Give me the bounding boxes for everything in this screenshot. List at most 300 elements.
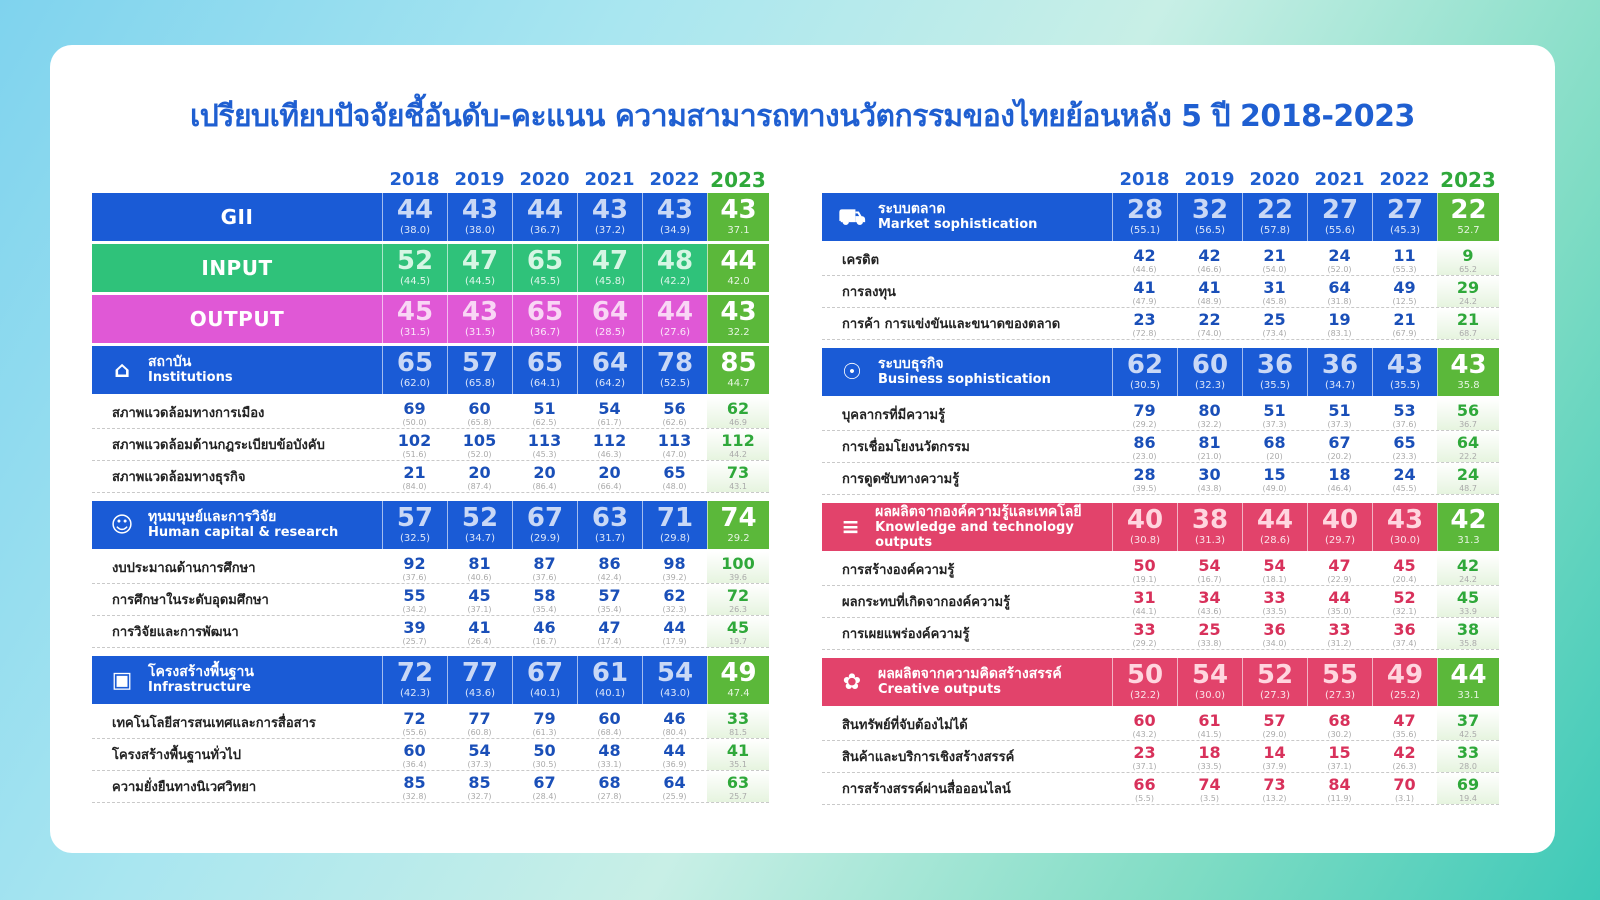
rank-value: 60	[1191, 350, 1229, 380]
value-cell	[1372, 276, 1437, 307]
value-cell	[577, 739, 642, 770]
score-value: (57.8)	[1259, 225, 1291, 236]
score-value: 22.2	[1459, 452, 1477, 461]
rank-value: 43	[1386, 350, 1424, 380]
rank-value: 57	[1263, 711, 1286, 730]
category-name-thai: ระบบธุรกิจ	[878, 356, 944, 372]
score-value: (33.5)	[1197, 762, 1222, 771]
rank-value: 98	[663, 554, 686, 573]
score-value: (29.7)	[1324, 535, 1356, 546]
rank-value: 79	[533, 709, 556, 728]
rank-value: 27	[1321, 195, 1359, 225]
rank-value: 73	[726, 463, 750, 482]
value-cell	[1177, 348, 1242, 396]
score-value: (30.2)	[1327, 730, 1352, 739]
score-value: (52.0)	[1327, 265, 1352, 274]
rank-value: 62	[726, 399, 750, 418]
rank-value: 64	[591, 348, 629, 378]
value-cell	[642, 461, 707, 492]
rank-value: 22	[1450, 195, 1487, 225]
rank-value: 65	[1393, 433, 1416, 452]
score-value: (16.7)	[532, 637, 557, 646]
score-value: (16.7)	[1197, 575, 1222, 584]
value-cell	[1177, 399, 1242, 430]
rank-value: 62	[1126, 350, 1164, 380]
score-value: 31.3	[1457, 535, 1480, 546]
category-name-english: Market sophistication	[878, 217, 1038, 232]
rank-value: 44	[720, 246, 757, 276]
value-cell	[1307, 554, 1372, 585]
score-value: 42.5	[1459, 730, 1477, 739]
score-value: (29.2)	[1132, 420, 1157, 429]
value-cell-current	[707, 346, 769, 394]
rank-value: 49	[720, 658, 757, 688]
value-cell	[1307, 618, 1372, 649]
rank-value: 67	[1328, 433, 1351, 452]
value-cell	[1177, 503, 1242, 551]
rank-value: 49	[1386, 660, 1424, 690]
score-value: (52.5)	[659, 378, 691, 389]
row-label: การดูดซับทางความรู้	[842, 472, 960, 487]
value-cell	[382, 461, 447, 492]
score-value: (36.4)	[402, 760, 427, 769]
score-value: (29.0)	[1262, 730, 1287, 739]
category-names	[148, 665, 254, 695]
value-cell	[1242, 741, 1307, 772]
score-value: 26.3	[729, 605, 747, 614]
score-value: (55.1)	[1129, 225, 1161, 236]
rank-value: 42	[1393, 743, 1416, 762]
score-value: (27.8)	[597, 792, 622, 801]
value-cell	[1307, 431, 1372, 462]
score-value: (31.2)	[1327, 639, 1352, 648]
rank-value: 77	[461, 658, 499, 688]
value-cell	[447, 656, 512, 704]
score-value: (28.5)	[594, 327, 626, 338]
value-cell	[642, 429, 707, 460]
rank-value: 57	[396, 503, 434, 533]
rank-value: 70	[1393, 775, 1416, 794]
rank-value: 45	[396, 297, 434, 327]
table-row	[92, 616, 769, 648]
value-cell	[1307, 773, 1372, 804]
score-value: (66.4)	[597, 482, 622, 491]
rank-value: 24	[1328, 246, 1351, 265]
value-cell-current	[1437, 618, 1499, 649]
rank-value: 33	[1456, 743, 1480, 762]
value-cell	[447, 397, 512, 428]
value-cell	[577, 552, 642, 583]
score-value: (73.4)	[1262, 329, 1287, 338]
value-cell	[1242, 431, 1307, 462]
rank-value: 92	[403, 554, 426, 573]
value-cell	[642, 244, 707, 292]
rank-value: 64	[1456, 433, 1480, 452]
rank-value: 77	[468, 709, 491, 728]
score-value: 43.1	[729, 482, 747, 491]
rank-value: 15	[1328, 743, 1351, 762]
score-value: (32.3)	[1194, 380, 1226, 391]
category-name-thai: โครงสร้างพื้นฐาน	[148, 664, 254, 680]
value-cell	[1372, 554, 1437, 585]
business-row-label	[822, 348, 1112, 396]
rank-value: 50	[533, 741, 556, 760]
cart-icon: ⛟	[838, 204, 866, 230]
main-card	[50, 45, 1555, 853]
score-value: (36.7)	[529, 327, 561, 338]
row-label: การลงทุน	[842, 285, 896, 300]
rank-value: 42	[1456, 556, 1480, 575]
train-icon: ▣	[111, 667, 133, 693]
rank-value: 21	[1393, 310, 1416, 329]
value-cell	[1307, 399, 1372, 430]
rank-value: 32	[1191, 195, 1229, 225]
score-value: (32.7)	[467, 792, 492, 801]
rank-value: 54	[1198, 556, 1221, 575]
category-name-english: Infrastructure	[148, 680, 251, 695]
score-value: (23.3)	[1392, 452, 1417, 461]
value-cell-current	[1437, 244, 1499, 275]
category-name-thai: สถาบัน	[148, 354, 192, 370]
rank-value: 51	[1328, 401, 1351, 420]
value-cell	[1242, 399, 1307, 430]
value-cell	[642, 397, 707, 428]
value-cell	[512, 346, 577, 394]
value-cell	[1112, 348, 1177, 396]
score-value: 47.4	[727, 688, 750, 699]
score-value: 32.2	[727, 327, 750, 338]
handshake-icon: ☉	[842, 359, 862, 385]
category-names	[148, 510, 338, 540]
value-cell	[1307, 244, 1372, 275]
row-label: เทคโนโลยีสารสนเทศและการสื่อสาร	[112, 716, 316, 731]
value-cell-current	[707, 584, 769, 615]
value-cell	[1112, 431, 1177, 462]
rank-value: 67	[526, 503, 564, 533]
score-value: (61.7)	[597, 418, 622, 427]
score-value: (25.7)	[402, 637, 427, 646]
row-label: สินทรัพย์ที่จับต้องไม่ได้	[842, 718, 968, 733]
value-cell	[1112, 503, 1177, 551]
score-value: (40.1)	[529, 688, 561, 699]
score-value: (37.9)	[1262, 762, 1287, 771]
score-value: 39.6	[729, 573, 747, 582]
rank-value: 9	[1462, 246, 1474, 265]
score-value: (37.1)	[1327, 762, 1352, 771]
table-row	[92, 552, 769, 584]
table-row	[92, 461, 769, 493]
value-cell	[447, 346, 512, 394]
rank-value: 60	[403, 741, 426, 760]
score-value: (55.6)	[402, 728, 427, 737]
score-value: (32.1)	[1392, 607, 1417, 616]
table-row	[822, 431, 1499, 463]
score-value: 46.9	[729, 418, 747, 427]
table-row	[822, 244, 1499, 276]
score-value: (20.2)	[1327, 452, 1352, 461]
value-cell	[1372, 348, 1437, 396]
value-cell-current	[1437, 773, 1499, 804]
value-cell	[382, 739, 447, 770]
rank-value: 44	[526, 195, 564, 225]
value-cell	[1307, 276, 1372, 307]
score-value: (55.6)	[1324, 225, 1356, 236]
table-row	[822, 308, 1499, 340]
creative-row	[822, 658, 1499, 706]
rank-value: 14	[1263, 743, 1286, 762]
category-names	[878, 202, 1037, 232]
rank-value: 46	[663, 709, 686, 728]
row-label: สภาพแวดล้อมด้านกฎระเบียบข้อบังคับ	[112, 438, 325, 453]
value-cell	[1307, 586, 1372, 617]
spacer	[92, 648, 769, 656]
score-value: (28.6)	[1259, 535, 1291, 546]
rank-value: 39	[403, 618, 426, 637]
rank-value: 37	[1456, 711, 1480, 730]
value-cell	[1307, 503, 1372, 551]
value-cell-current	[707, 501, 769, 549]
rank-value: 47	[591, 246, 629, 276]
value-cell	[382, 771, 447, 802]
rank-value: 15	[1263, 465, 1286, 484]
building-icon: ⌂	[114, 357, 130, 383]
score-value: (61.3)	[532, 728, 557, 737]
value-cell	[1242, 348, 1307, 396]
score-value: (60.8)	[467, 728, 492, 737]
year-label: 2020	[519, 169, 570, 190]
row-label: สภาพแวดล้อมทางการเมือง	[112, 406, 265, 421]
score-value: (44.1)	[1132, 607, 1157, 616]
rank-value: 47	[1328, 556, 1351, 575]
rank-value: 85	[403, 773, 426, 792]
value-cell	[1242, 276, 1307, 307]
value-cell	[382, 295, 447, 343]
value-cell	[577, 707, 642, 738]
value-cell-current	[707, 739, 769, 770]
value-cell	[512, 397, 577, 428]
rank-value: 49	[1393, 278, 1416, 297]
score-value: (37.6)	[402, 573, 427, 582]
score-value: (22.9)	[1327, 575, 1352, 584]
value-cell	[382, 193, 447, 241]
score-value: (39.5)	[1132, 484, 1157, 493]
value-cell	[512, 193, 577, 241]
value-cell	[512, 461, 577, 492]
value-cell	[512, 656, 577, 704]
value-cell-current	[1437, 709, 1499, 740]
score-value: (26.3)	[1392, 762, 1417, 771]
table-row	[822, 554, 1499, 586]
rank-value: 45	[468, 586, 491, 605]
rank-value: 21	[1456, 310, 1480, 329]
value-cell	[577, 616, 642, 647]
year-label: 2019	[454, 169, 505, 190]
score-value: (62.0)	[399, 378, 431, 389]
table-row	[822, 463, 1499, 495]
row-label: บุคลากรที่มีความรู้	[842, 408, 946, 423]
value-cell-current	[707, 295, 769, 343]
score-value: (42.3)	[399, 688, 431, 699]
rank-value: 18	[1198, 743, 1221, 762]
rank-value: 52	[461, 503, 499, 533]
rank-value: 46	[533, 618, 556, 637]
value-cell	[642, 739, 707, 770]
score-value: (36.9)	[662, 760, 687, 769]
scientist-icon: ☺	[110, 512, 134, 538]
value-cell-current	[707, 244, 769, 292]
value-cell	[1372, 193, 1437, 241]
rank-value: 50	[1126, 660, 1164, 690]
value-cell	[1112, 554, 1177, 585]
row-label: การสร้างสรรค์ผ่านสื่อออนไลน์	[842, 782, 1011, 797]
value-cell	[1372, 399, 1437, 430]
value-cell	[1177, 586, 1242, 617]
value-cell	[382, 397, 447, 428]
value-cell	[512, 295, 577, 343]
rank-value: 51	[1263, 401, 1286, 420]
rank-value: 57	[598, 586, 621, 605]
score-value: (80.4)	[662, 728, 687, 737]
rank-value: 11	[1393, 246, 1416, 265]
rank-value: 65	[396, 348, 434, 378]
value-cell	[447, 552, 512, 583]
value-cell	[1177, 431, 1242, 462]
value-cell	[382, 616, 447, 647]
score-value: 44.7	[727, 378, 750, 389]
value-cell	[642, 771, 707, 802]
score-value: (45.5)	[1392, 484, 1417, 493]
rank-value: 42	[1450, 505, 1487, 535]
score-value: (21.0)	[1197, 452, 1222, 461]
value-cell	[382, 346, 447, 394]
score-value: 35.1	[729, 760, 747, 769]
rank-value: 81	[1198, 433, 1221, 452]
rank-value: 60	[468, 399, 491, 418]
score-value: (37.2)	[594, 225, 626, 236]
score-value: (45.5)	[529, 276, 561, 287]
score-value: (30.0)	[1389, 535, 1421, 546]
creative-row-label	[822, 658, 1112, 706]
score-value: (27.3)	[1324, 690, 1356, 701]
value-cell-current	[707, 397, 769, 428]
score-value: (5.5)	[1135, 794, 1154, 803]
rank-value: 67	[533, 773, 556, 792]
rank-value: 19	[1328, 310, 1351, 329]
score-value: (45.3)	[532, 450, 557, 459]
rank-value: 60	[598, 709, 621, 728]
rank-value: 25	[1198, 620, 1221, 639]
rank-value: 27	[1386, 195, 1424, 225]
score-value: (44.5)	[399, 276, 431, 287]
rank-value: 55	[1321, 660, 1359, 690]
row-label: การเผยแพร่องค์ความรู้	[842, 627, 970, 642]
score-value: (37.3)	[467, 760, 492, 769]
rank-value: 23	[1133, 743, 1156, 762]
score-value: 33.1	[1457, 690, 1480, 701]
score-value: (34.9)	[659, 225, 691, 236]
rank-value: 18	[1328, 465, 1351, 484]
value-cell	[1242, 308, 1307, 339]
category-name-english: Human capital & research	[148, 525, 339, 540]
rank-value: 42	[1198, 246, 1221, 265]
value-cell	[1177, 658, 1242, 706]
score-value: (37.3)	[1327, 420, 1352, 429]
score-value: (51.6)	[402, 450, 427, 459]
value-cell	[1177, 244, 1242, 275]
rank-value: 68	[1263, 433, 1286, 452]
value-cell	[447, 771, 512, 802]
score-value: (32.5)	[399, 533, 431, 544]
score-value: (3.1)	[1395, 794, 1414, 803]
rank-value: 22	[1198, 310, 1221, 329]
score-value: 28.0	[1459, 762, 1477, 771]
value-cell	[1112, 741, 1177, 772]
table-row	[822, 618, 1499, 650]
value-cell	[512, 707, 577, 738]
value-cell	[382, 501, 447, 549]
score-value: (48.9)	[1197, 297, 1222, 306]
value-cell-current	[707, 429, 769, 460]
value-cell	[577, 584, 642, 615]
value-cell	[382, 429, 447, 460]
rank-value: 57	[461, 348, 499, 378]
value-cell	[1307, 348, 1372, 396]
value-cell	[447, 295, 512, 343]
rank-value: 69	[1456, 775, 1480, 794]
gii-row-label: GII	[220, 205, 254, 229]
rank-value: 52	[396, 246, 434, 276]
score-value: (62.5)	[532, 418, 557, 427]
rank-value: 43	[591, 195, 629, 225]
category-name-english: Creative outputs	[878, 682, 1001, 697]
value-cell	[1177, 463, 1242, 494]
year-label: 2020	[1249, 169, 1300, 190]
score-value: (27.3)	[1259, 690, 1291, 701]
rank-value: 20	[598, 463, 621, 482]
rank-value: 36	[1263, 620, 1286, 639]
rank-value: 52	[1393, 588, 1416, 607]
table-row	[92, 739, 769, 771]
value-cell	[1112, 193, 1177, 241]
rank-value: 65	[663, 463, 686, 482]
category-names	[878, 667, 1062, 697]
category-name-english: Knowledge and technology outputs	[875, 519, 1074, 550]
spacer	[822, 340, 1499, 348]
rank-value: 63	[726, 773, 750, 792]
score-value: (47.9)	[1132, 297, 1157, 306]
rank-value: 67	[526, 658, 564, 688]
score-value: 35.8	[1457, 380, 1480, 391]
value-cell	[1372, 244, 1437, 275]
value-cell	[512, 771, 577, 802]
rank-value: 24	[1393, 465, 1416, 484]
rank-value: 36	[1321, 350, 1359, 380]
value-cell	[382, 656, 447, 704]
infrastructure-row	[92, 656, 769, 704]
value-cell	[1112, 308, 1177, 339]
score-value: (18.1)	[1262, 575, 1287, 584]
value-cell	[1372, 709, 1437, 740]
score-value: 29.2	[727, 533, 750, 544]
score-value: 44.2	[729, 450, 747, 459]
table-row	[92, 771, 769, 803]
rank-value: 43	[461, 297, 499, 327]
rank-value: 41	[1133, 278, 1156, 297]
rank-value: 100	[721, 554, 755, 573]
score-value: (35.5)	[1389, 380, 1421, 391]
score-value: (29.8)	[659, 533, 691, 544]
score-value: 24.2	[1459, 297, 1477, 306]
